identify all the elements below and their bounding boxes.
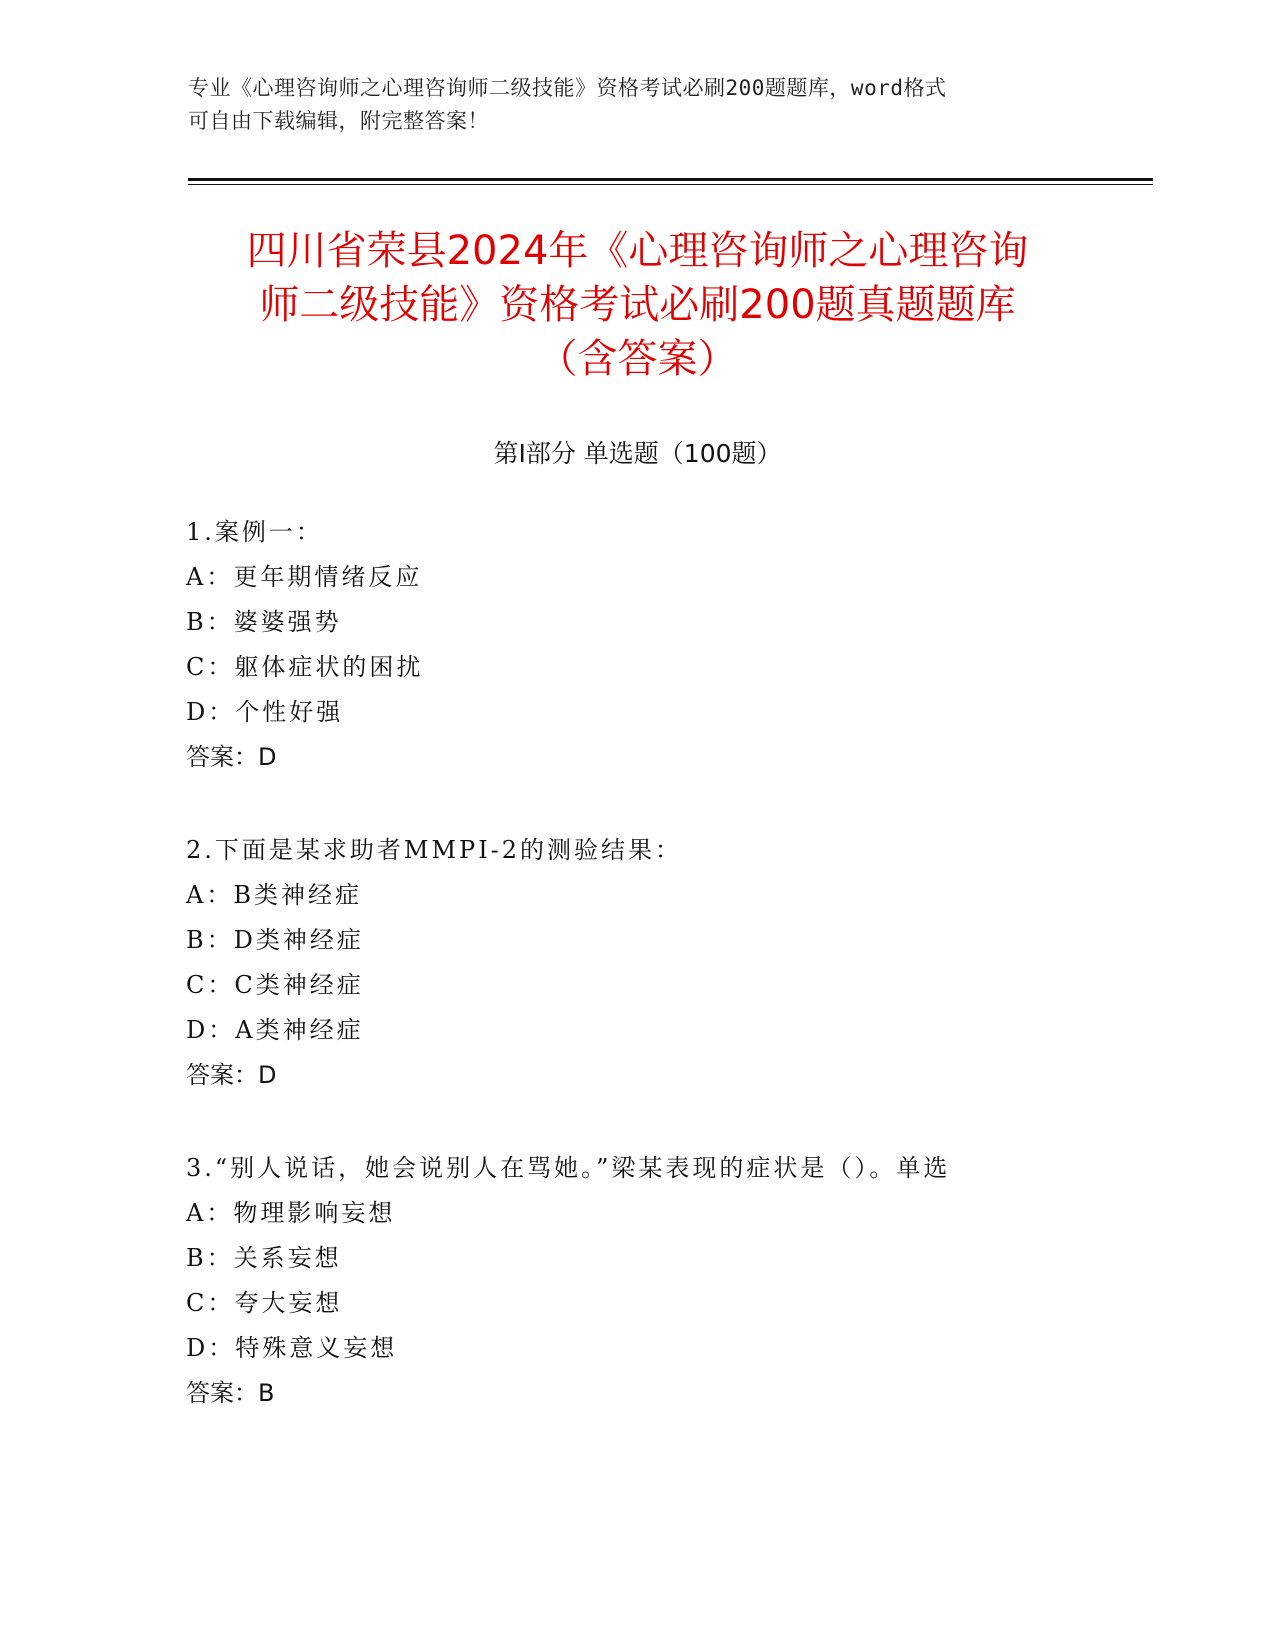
- question-2: [186, 828, 1086, 1098]
- option-a: A：物理影响妄想: [186, 1199, 396, 1227]
- answer-key: 答案：D: [186, 1061, 277, 1089]
- option-d: D：A类神经症: [186, 1016, 364, 1044]
- option-b: B：D类神经症: [186, 926, 364, 954]
- question-3: [186, 1146, 1086, 1416]
- header-rule-thick: [188, 178, 1153, 181]
- document-title: [150, 224, 1125, 386]
- answer-key: 答案：B: [186, 1379, 275, 1407]
- option-b: B：关系妄想: [186, 1244, 342, 1272]
- header-note-line-1: 专业《心理咨询师之心理咨询师二级技能》资格考试必刷200题题库，word格式: [188, 76, 947, 100]
- header-rule-thin: [188, 184, 1153, 185]
- document-title-line-1: 四川省荣县2024年《心理咨询师之心理咨询: [246, 228, 1029, 274]
- header-note-line-2: 可自由下载编辑，附完整答案！: [188, 109, 489, 133]
- question-stem: 1.案例一：: [186, 518, 323, 546]
- option-c: C：C类神经症: [186, 971, 364, 999]
- document-title-line-2: 师二级技能》资格考试必刷200题真题题库: [259, 282, 1016, 328]
- question-stem: 2.下面是某求助者MMPI-2的测验结果：: [186, 836, 683, 864]
- section-title: 第Ⅰ部分 单选题（100题）: [493, 439, 782, 468]
- option-d: D：个性好强: [186, 698, 344, 726]
- question-stem: 3.“别人说话，她会说别人在骂她。”梁某表现的症状是（）。单选: [186, 1154, 951, 1182]
- option-c: C：夸大妄想: [186, 1289, 343, 1317]
- option-b: B：婆婆强势: [186, 608, 342, 636]
- option-c: C：躯体症状的困扰: [186, 653, 424, 681]
- option-d: D：特殊意义妄想: [186, 1334, 398, 1362]
- answer-key: 答案：D: [186, 743, 277, 771]
- option-a: A：更年期情绪反应: [186, 563, 423, 591]
- question-1: [186, 510, 1086, 780]
- option-a: A：B类神经症: [186, 881, 362, 909]
- header-note: [188, 72, 1088, 138]
- document-title-line-3: （含答案）: [537, 336, 738, 382]
